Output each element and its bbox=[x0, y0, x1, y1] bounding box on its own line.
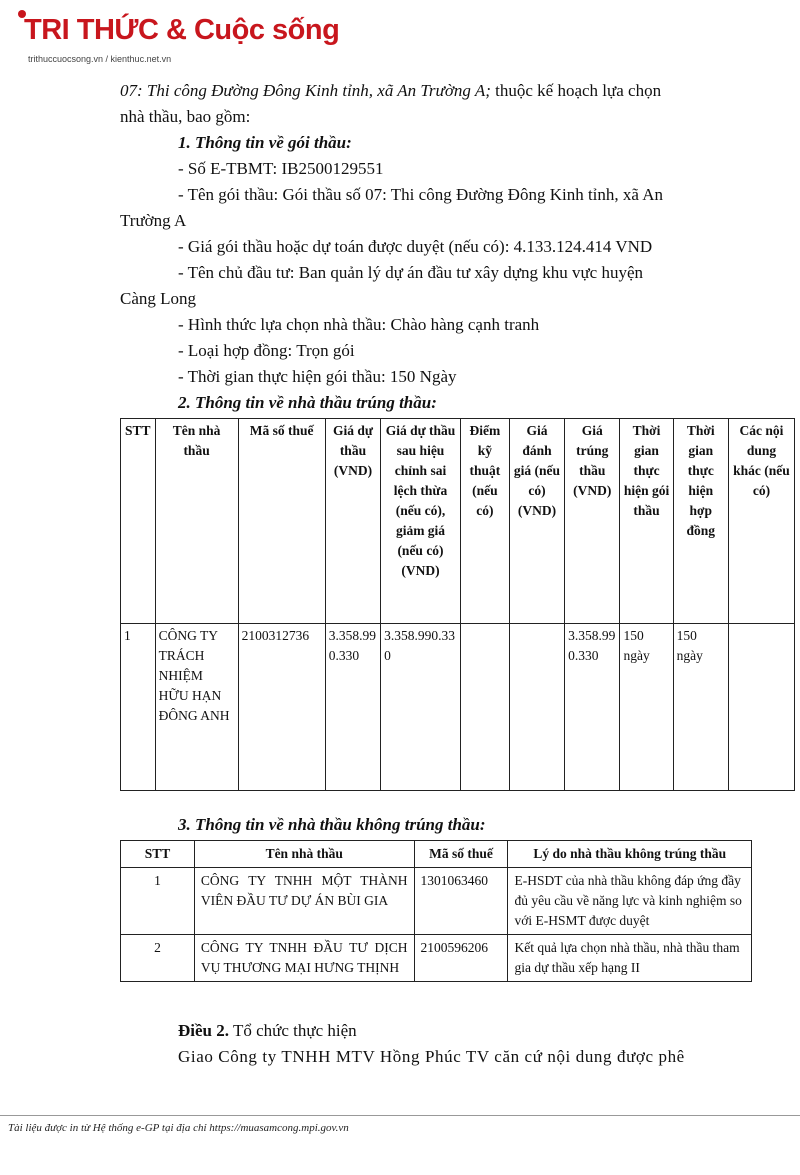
cell-stt: 2 bbox=[121, 935, 195, 982]
cell-name: CÔNG TY TRÁCH NHIỆM HỮU HẠN ĐÔNG ANH bbox=[155, 624, 238, 791]
cell-name: CÔNG TY TNHH MỘT THÀNH VIÊN ĐẦU TƯ DỰ ÁN BÙI GIA bbox=[194, 868, 414, 935]
col-tech-score: Điểm kỹ thuật (nếu có) bbox=[460, 419, 509, 624]
col-stt: STT bbox=[121, 419, 156, 624]
package-price: - Giá gói thầu hoặc dự toán được duyệt (nếu có): 4.133.124.414 VND bbox=[178, 237, 653, 256]
col-bid-price: Giá dự thầu (VND) bbox=[325, 419, 380, 624]
section1-heading: 1. Thông tin về gói thầu: bbox=[178, 133, 352, 152]
col-reason: Lý do nhà thầu không trúng thầu bbox=[508, 841, 752, 868]
col-tax: Mã số thuế bbox=[414, 841, 508, 868]
col-win-price: Giá trúng thầu (VND) bbox=[565, 419, 620, 624]
table-row bbox=[121, 868, 752, 935]
logo-text: TRI THỨC & Cuộc sống bbox=[24, 14, 340, 46]
col-other: Các nội dung khác (nếu có) bbox=[728, 419, 794, 624]
cell-win-price: 3.358.990.330 bbox=[565, 624, 620, 791]
table-row bbox=[121, 935, 752, 982]
section3-heading: 3. Thông tin về nhà thầu không trúng thầu: bbox=[178, 815, 486, 834]
cell-other bbox=[728, 624, 794, 791]
package-name: - Tên gói thầu: Gói thầu số 07: Thi công Đường Đông Kinh tỉnh, xã An bbox=[178, 185, 664, 204]
contract-type: - Loại hợp đồng: Trọn gói bbox=[178, 341, 355, 360]
cell-tax: 2100312736 bbox=[238, 624, 325, 791]
cell-reason: Kết quả lựa chọn nhà thầu, nhà thầu tham gia dự thầu xếp hạng II bbox=[508, 935, 752, 982]
cell-eval-price bbox=[509, 624, 564, 791]
site-logo bbox=[14, 4, 340, 74]
article2-text: Giao Công ty TNHH MTV Hồng Phúc TV căn cứ nội dung được phê bbox=[178, 1047, 685, 1066]
package-name-cont: Trường A bbox=[120, 211, 187, 230]
cell-adjusted-price: 3.358.990.330 bbox=[381, 624, 461, 791]
selection-method: - Hình thức lựa chọn nhà thầu: Chào hàng cạnh tranh bbox=[178, 315, 540, 334]
col-tax: Mã số thuế bbox=[238, 419, 325, 624]
cell-name: CÔNG TY TNHH ĐẦU TƯ DỊCH VỤ THƯƠNG MẠI HƯNG THỊNH bbox=[194, 935, 414, 982]
col-name: Tên nhà thầu bbox=[194, 841, 414, 868]
col-stt: STT bbox=[121, 841, 195, 868]
section3-heading-block bbox=[120, 812, 745, 838]
logo-subtitle: trithuccuocsong.vn / kienthuc.net.vn bbox=[28, 54, 172, 64]
losing-bidder-table bbox=[120, 840, 752, 982]
table-header-row bbox=[121, 841, 752, 868]
footer-note: Tài liệu được in từ Hệ thống e-GP tại địa chỉ https://muasamcong.mpi.gov.vn bbox=[8, 1122, 349, 1134]
cell-bid-price: 3.358.990.330 bbox=[325, 624, 380, 791]
col-eval-price: Giá đánh giá (nếu có) (VND) bbox=[509, 419, 564, 624]
package-duration: - Thời gian thực hiện gói thầu: 150 Ngày bbox=[178, 367, 457, 386]
investor: - Tên chủ đầu tư: Ban quản lý dự án đầu tư xây dựng khu vực huyện bbox=[178, 263, 643, 282]
winning-bidder-table bbox=[120, 418, 795, 791]
cell-tech-score bbox=[460, 624, 509, 791]
cell-contract-time: 150 ngày bbox=[673, 624, 728, 791]
footer-divider bbox=[0, 1115, 800, 1116]
cell-reason: E-HSDT của nhà thầu không đáp ứng đầy đủ yêu cầu về năng lực và kinh nghiệm so với E-HSMT được duyệt bbox=[508, 868, 752, 935]
col-name: Tên nhà thầu bbox=[155, 419, 238, 624]
e-tbmt: - Số E-TBMT: IB2500129551 bbox=[178, 159, 384, 178]
table-row bbox=[121, 624, 795, 791]
article2-heading: Điều 2. Tổ chức thực hiện bbox=[178, 1021, 357, 1040]
cell-stt: 1 bbox=[121, 624, 156, 791]
intro-line-1: 07: Thi công Đường Đông Kinh tỉnh, xã An Trường A; thuộc kế hoạch lựa chọn bbox=[120, 81, 662, 100]
cell-package-time: 150 ngày bbox=[620, 624, 673, 791]
intro-line-2: nhà thầu, bao gồm: bbox=[120, 107, 251, 126]
col-package-time: Thời gian thực hiện gói thầu bbox=[620, 419, 673, 624]
section2-heading: 2. Thông tin về nhà thầu trúng thầu: bbox=[178, 393, 437, 412]
col-adjusted-price: Giá dự thầu sau hiệu chỉnh sai lệch thừa (nếu có), giảm giá (nếu có) (VND) bbox=[381, 419, 461, 624]
cell-stt: 1 bbox=[121, 868, 195, 935]
document-body bbox=[120, 78, 745, 416]
cell-tax: 2100596206 bbox=[414, 935, 508, 982]
cell-tax: 1301063460 bbox=[414, 868, 508, 935]
article2-block bbox=[120, 1018, 745, 1070]
table-header-row bbox=[121, 419, 795, 624]
col-contract-time: Thời gian thực hiện hợp đồng bbox=[673, 419, 728, 624]
investor-cont: Càng Long bbox=[120, 289, 197, 308]
